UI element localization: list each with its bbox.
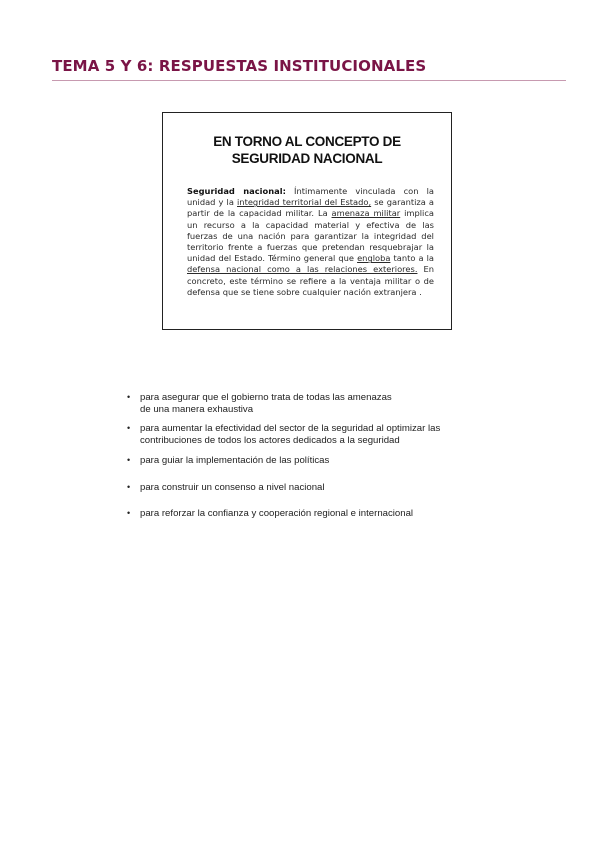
definition-text-part: Íntimamente vinculada con la unidad y la xyxy=(187,186,434,208)
slide-title-line-2: SEGURIDAD NACIONAL xyxy=(231,151,383,166)
definition-text-part: tanto a la xyxy=(390,253,435,264)
definition-text-part: En concreto, este término se refiere a la ventaja militar o de defensa que se tiene sobre cualquier nación extranjera . xyxy=(187,264,435,297)
slide-title-line-1: EN TORNO AL CONCEPTO DE xyxy=(213,134,401,149)
list-item xyxy=(127,423,487,446)
objectives-list xyxy=(127,392,487,520)
list-item xyxy=(127,482,487,494)
page-title: TEMA 5 Y 6: RESPUESTAS INSTITUCIONALES xyxy=(52,57,427,75)
slide-title xyxy=(163,133,451,167)
list-item-line: de una manera exhaustiva xyxy=(140,403,254,415)
list-item-line: • para asegurar que el gobierno trata de todas las amenazas xyxy=(140,392,392,403)
list-item-line: contribuciones de todos los actores dedicados a la seguridad xyxy=(140,434,400,446)
underlined-phrase: integridad territorial del Estado, xyxy=(237,197,372,208)
list-item-line: • para aumentar la efectividad del sector de la seguridad al optimizar las xyxy=(140,423,441,434)
slide-image xyxy=(162,112,452,330)
underlined-phrase: defensa nacional como a las relaciones exteriores. xyxy=(187,264,418,275)
page-header xyxy=(52,56,566,81)
list-item xyxy=(127,392,487,415)
list-item xyxy=(127,455,487,467)
list-item-line: • para guiar la implementación de las políticas xyxy=(140,455,330,466)
underlined-phrase: engloba xyxy=(357,253,391,264)
list-item xyxy=(127,508,487,520)
slide-definition-text xyxy=(187,186,434,298)
definition-text-part: implica un recurso a la capacidad material y efectiva de las fuerzas de una nación para garantizar la integridad del territorio frente a fuerzas que pretendan resquebrajar la unidad del Estado. Término general que xyxy=(187,208,434,264)
definition-text-part: se garantiza a partir de la capacidad militar. La xyxy=(187,197,434,219)
list-item-line: • para construir un consenso a nivel nacional xyxy=(140,481,325,493)
definition-term: Seguridad nacional: xyxy=(187,186,286,196)
list-item-line: • para reforzar la confianza y cooperación regional e internacional xyxy=(140,508,414,519)
underlined-phrase: amenaza militar xyxy=(331,208,401,219)
